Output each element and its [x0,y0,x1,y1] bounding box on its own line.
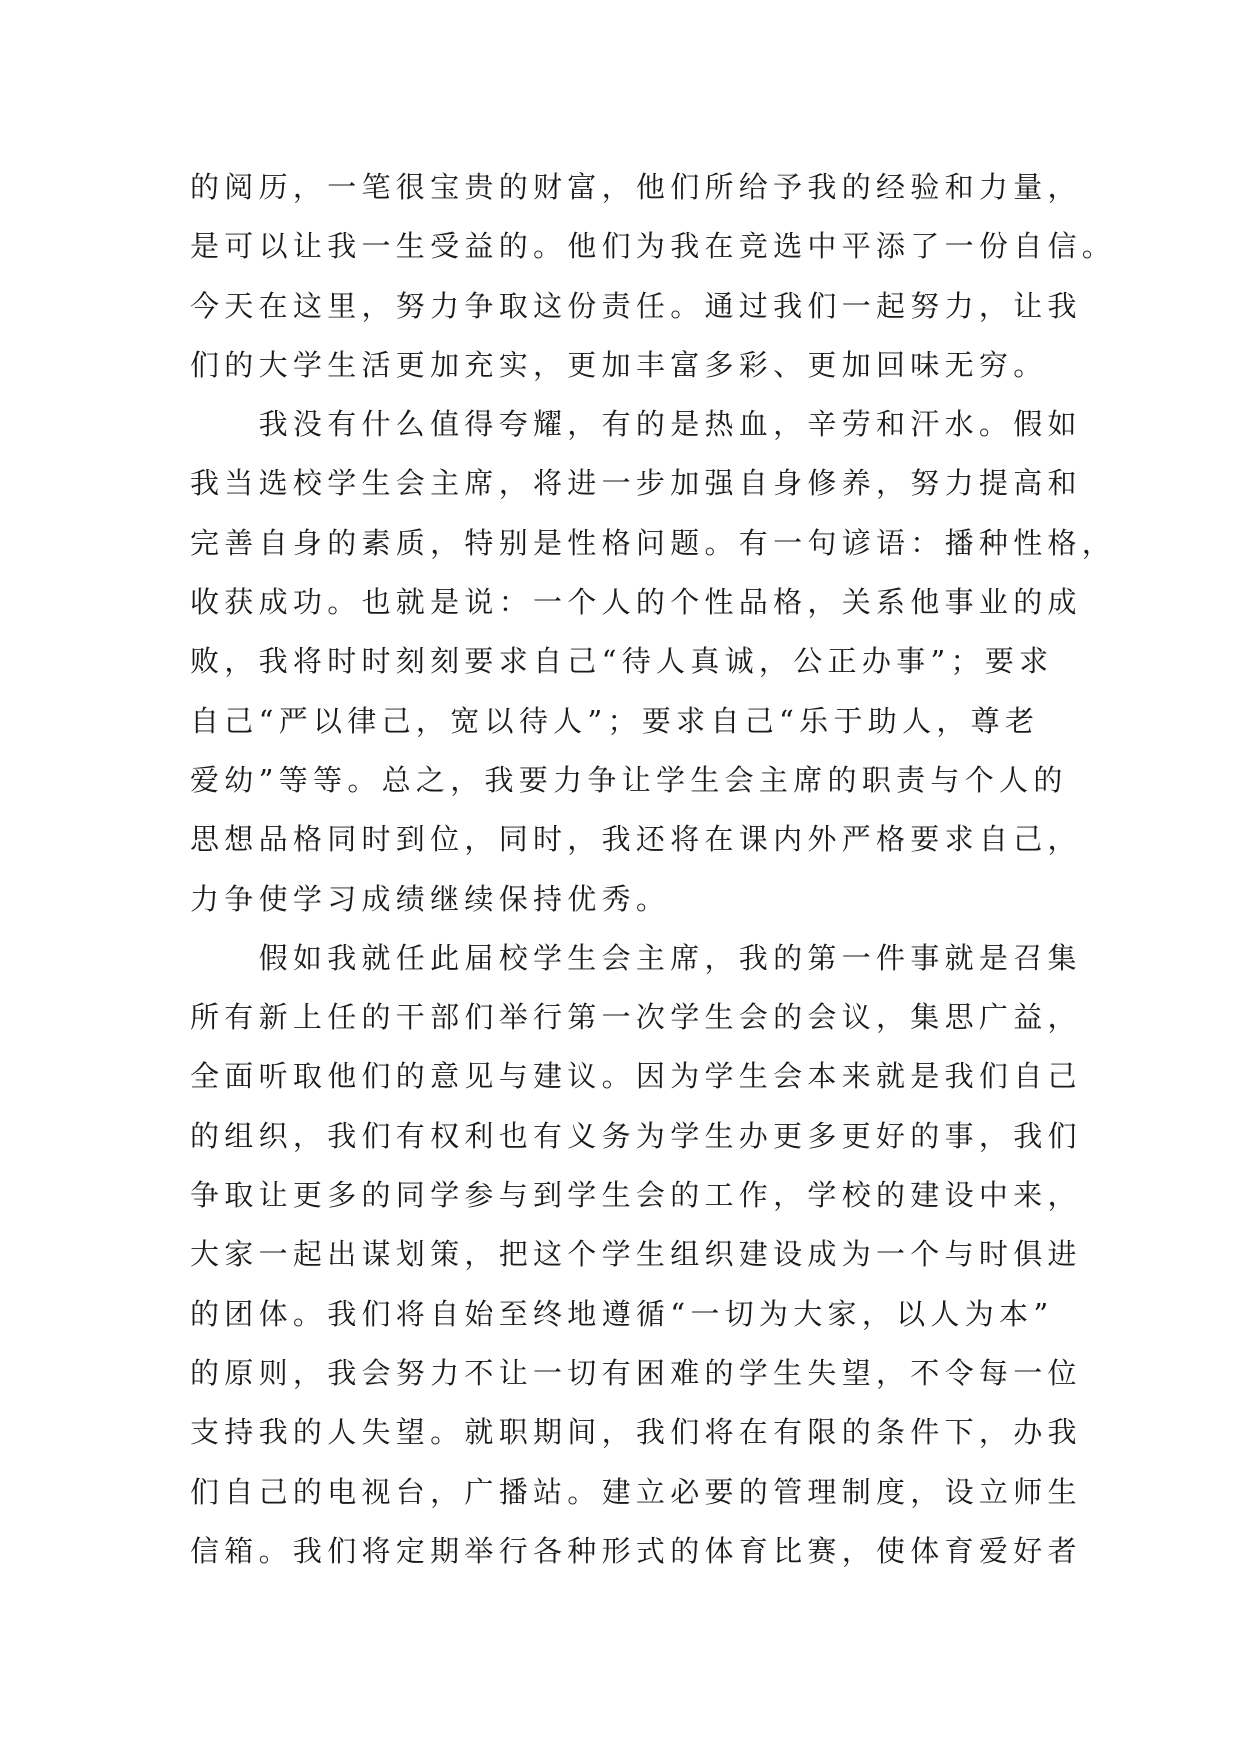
text-line: 的团体。我们将自始至终地遵循“一切为大家，以人为本” [190,1296,1054,1331]
text-line: 的原则，我会努力不让一切有困难的学生失望，不令每一位 [190,1355,1082,1390]
text-line: 假如我就任此届校学生会主席，我的第一件事就是召集 [190,940,1082,975]
text-line: 信箱。我们将定期举行各种形式的体育比赛，使体育爱好者 [190,1533,1082,1568]
text-line: 我没有什么值得夸耀，有的是热血，辛劳和汗水。假如 [190,407,1082,442]
text-line: 爱幼”等等。总之，我要力争让学生会主席的职责与个人的 [190,762,1068,797]
text-line: 力争使学习成绩继续保持优秀。 [190,881,671,916]
text-line: 我当选校学生会主席，将进一步加强自身修养，努力提高和 [190,466,1082,501]
text-line: 自己“严以律己，宽以待人”；要求自己“乐于助人，尊老 [190,703,1040,738]
text-line: 争取让更多的同学参与到学生会的工作，学校的建设中来， [190,1178,1082,1213]
text-line: 收获成功。也就是说：一个人的个性品格，关系他事业的成 [190,585,1082,620]
text-line: 的阅历，一笔很宝贵的财富，他们所给予我的经验和力量， [190,170,1082,204]
text-line: 全面听取他们的意见与建议。因为学生会本来就是我们自己 [190,1059,1082,1094]
text-line: 们自己的电视台，广播站。建立必要的管理制度，设立师生 [190,1474,1082,1509]
text-line: 败，我将时时刻刻要求自己“待人真诚，公正办事”；要求 [190,644,1054,679]
text-line: 今天在这里，努力争取这份责任。通过我们一起努力，让我 [190,288,1082,323]
text-line: 完善自身的素质，特别是性格问题。有一句谚语：播种性格， [190,525,1117,560]
text-line: 们的大学生活更加充实，更加丰富多彩、更加回味无穷。 [190,347,1048,382]
body-text [190,158,1117,1581]
text-line: 的组织，我们有权利也有义务为学生办更多更好的事，我们 [190,1118,1082,1153]
text-line: 支持我的人失望。就职期间，我们将在有限的条件下，办我 [190,1415,1082,1450]
text-line: 思想品格同时到位，同时，我还将在课内外严格要求自己， [190,822,1082,857]
text-line: 是可以让我一生受益的。他们为我在竞选中平添了一份自信。 [190,229,1117,264]
text-line: 所有新上任的干部们举行第一次学生会的会议，集思广益， [190,1000,1082,1035]
text-line: 大家一起出谋划策，把这个学生组织建设成为一个与时俱进 [190,1237,1082,1272]
